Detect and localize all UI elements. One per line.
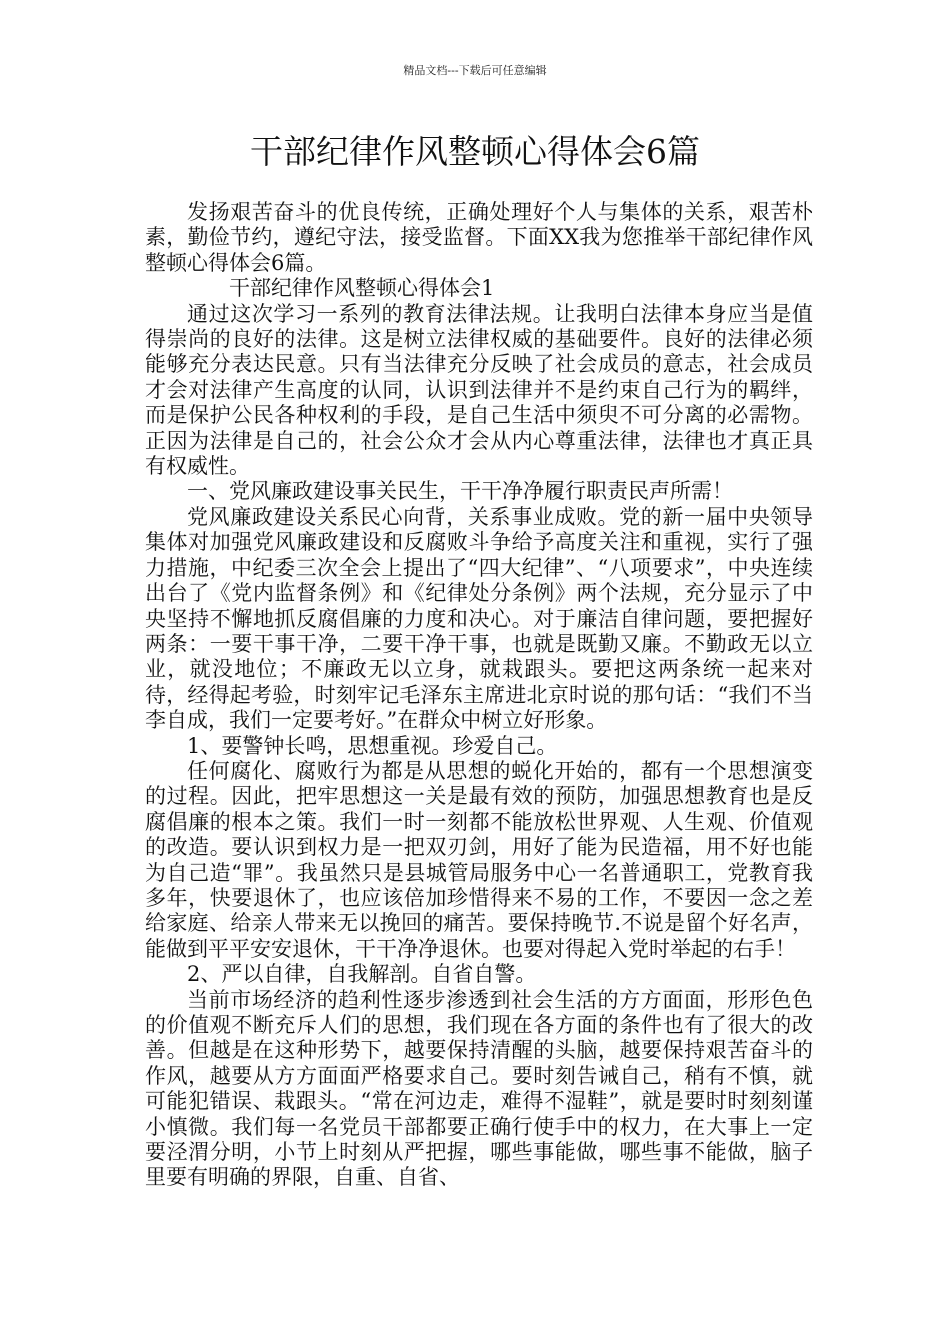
subheading-paragraph: 2、严以自律，自我解剖。自省自警。 — [187, 962, 537, 987]
subheading-paragraph: 1、要警钟长鸣，思想重视。珍爱自己。 — [187, 733, 558, 758]
intro-paragraph: 发扬艰苦奋斗的优良传统，正确处理好个人与集体的关系，艰苦朴素，勤俭节约，遵纪守法，接受监督。下面XX我为您推举干部纪律作风整顿心得体会6篇。 — [145, 200, 813, 275]
body-paragraph: 党风廉政建设关系民心向背，关系事业成败。党的新一届中央领导集体对加强党风廉政建设和反腐败斗争给予高度关注和重视，实行了强力措施，中纪委三次全会上提出了“四大纪律”、“八项要求”，中央连续出台了《党内监督条例》和《纪律处分条例》两个法规，充分显示了中央坚持不懈地抓反腐倡廉的力度和决心。对于廉洁自律问题，要把握好两条：一要干事干净，二要干净干事，也就是既勤又廉。不勤政无以立业，就没地位；不廉政无以立身，就栽跟头。要把这两条统一起来对待，经得起考验，时刻牢记毛泽东主席进北京时说的那句话：“我们不当李自成，我们一定要考好。”在群众中树立好形象。 — [145, 504, 813, 733]
body-paragraph: 任何腐化、腐败行为都是从思想的蜕化开始的，都有一个思想演变的过程。因此，把牢思想这一关是最有效的预防，加强思想教育也是反腐倡廉的根本之策。我们一时一刻都不能放松世界观、人生观、价值观的改造。要认识到权力是一把双刃剑，用好了能为民造福，用不好也能为自己造“罪”。我虽然只是县城管局服务中心一名普通职工，党教育我多年，快要退休了，也应该倍加珍惜得来不易的工作，不要因一念之差给家庭、给亲人带来无以挽回的痛苦。要保持晚节.不说是留个好名声，能做到平平安安退休，干干净净退休。也要对得起入党时举起的右手！ — [145, 758, 813, 961]
body-paragraph: 通过这次学习一系列的教育法律法规。让我明白法律本身应当是值得崇尚的良好的法律。这是树立法律权威的基础要件。良好的法律必须能够充分表达民意。只有当法律充分反映了社会成员的意志，社会成员才会对法律产生高度的认同，认识到法律并不是约束自己行为的羁绊，而是保护公民各种权利的手段，是自己生活中须臾不可分离的必需物。正因为法律是自己的，社会公众才会从内心尊重法律，法律也才真正具有权威性。 — [145, 301, 813, 479]
document-title: 干部纪律作风整顿心得体会6篇 — [250, 132, 700, 171]
section-heading: 干部纪律作风整顿心得体会1 — [229, 276, 495, 301]
document-body — [145, 200, 813, 1191]
header-note: 精品文档---下载后可任意编辑 — [403, 64, 547, 77]
subheading-paragraph: 一、党风廉政建设事关民生，干干净净履行职责民声所需！ — [187, 479, 733, 504]
body-paragraph: 当前市场经济的趋利性逐步渗透到社会生活的方方面面，形形色色的价值观不断充斥人们的思想，我们现在各方面的条件也有了很大的改善。但越是在这种形势下，越要保持清醒的头脑，越要保持艰苦奋斗的作风，越要从方方面面严格要求自己。要时刻告诫自己，稍有不慎，就可能犯错误、栽跟头。“常在河边走，难得不湿鞋”，就是要时时刻刻谨小慎微。我们每一名党员干部都要正确行使手中的权力，在大事上一定要泾渭分明，小节上时刻从严把握，哪些事能做，哪些事不能做，脑子里要有明确的界限，自重、自省、 — [145, 987, 813, 1190]
